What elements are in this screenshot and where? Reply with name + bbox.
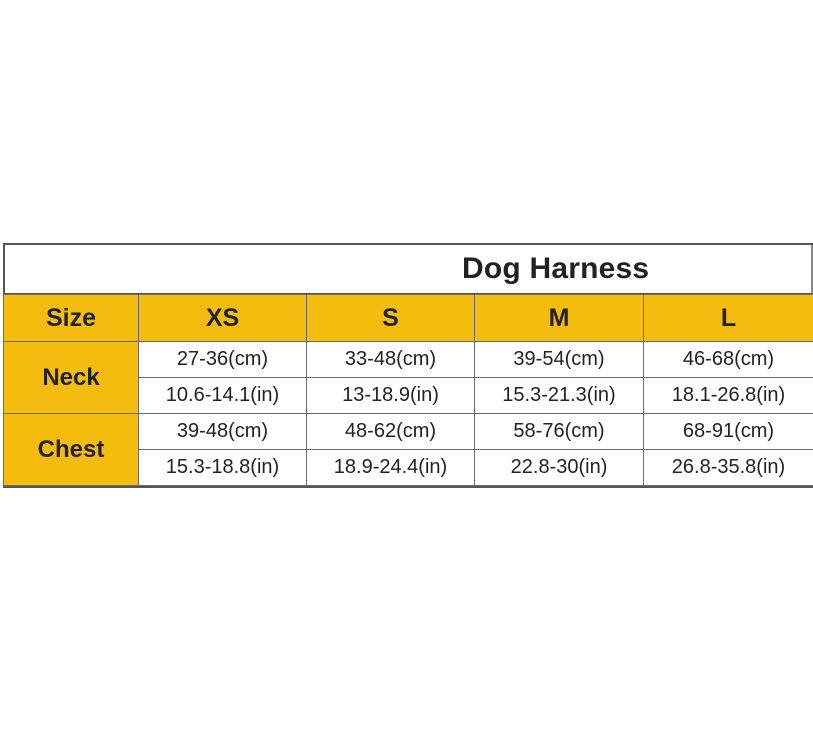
neck-in-m: 15.3-21.3(in) [475,378,644,414]
neck-cm-s: 33-48(cm) [307,342,475,378]
neck-cm-xs: 27-36(cm) [139,342,307,378]
chest-in-s: 18.9-24.4(in) [307,450,475,486]
chest-in-m: 22.8-30(in) [475,450,644,486]
row-label-chest: Chest [4,414,139,486]
size-header-l: L [644,295,813,342]
size-header-s: S [307,295,475,342]
size-header-label: Size [4,295,139,342]
neck-cm-l: 46-68(cm) [644,342,813,378]
neck-in-l: 18.1-26.8(in) [644,378,813,414]
size-header-m: M [475,295,644,342]
chest-in-xs: 15.3-18.8(in) [139,450,307,486]
chest-cm-l: 68-91(cm) [644,414,813,450]
chest-cm-xs: 39-48(cm) [139,414,307,450]
row-label-neck: Neck [4,342,139,414]
size-chart [3,243,813,488]
chart-title: Dog Harness [462,252,650,285]
title-row [3,245,813,294]
size-table [3,294,813,486]
size-header-xs: XS [139,295,307,342]
header-row [4,295,813,342]
neck-cm-row [4,342,813,378]
neck-cm-m: 39-54(cm) [475,342,644,378]
chest-cm-s: 48-62(cm) [307,414,475,450]
neck-in-xs: 10.6-14.1(in) [139,378,307,414]
neck-in-s: 13-18.9(in) [307,378,475,414]
chest-in-l: 26.8-35.8(in) [644,450,813,486]
chest-cm-row [4,414,813,450]
chest-cm-m: 58-76(cm) [475,414,644,450]
